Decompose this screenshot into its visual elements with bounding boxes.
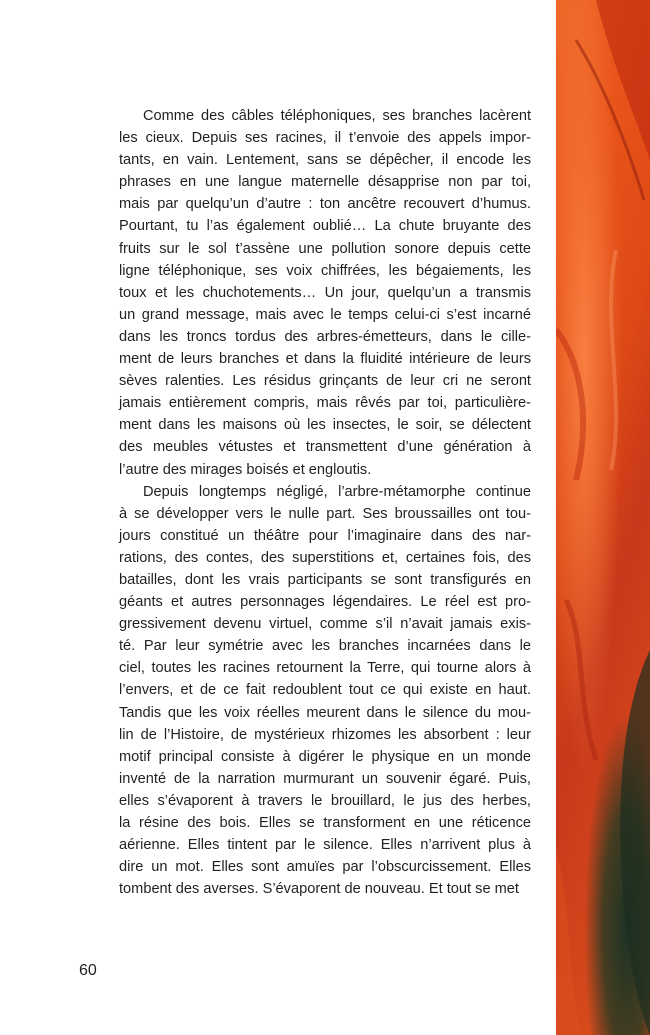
text-line: lin de l’Histoire, de mystérieux rhizomes les absorbent : leur [119,726,531,743]
body-text [119,105,531,900]
text-line: les cieux. Depuis ses racines, il t’envoie des appels impor- [119,130,531,147]
text-line: ment dans les maisons où les insectes, le soir, se délectent [119,417,531,434]
text-line: ciel, toutes les racines retournent la Terre, qui tourne alors à [119,660,531,677]
text-line: l’envers, et de ce fait redoublent tout ce qui existe en haut. [119,682,531,699]
text-line: elles s’évaporent à travers le brouillard, le jus des herbes, [119,792,531,809]
text-line: la résine des bois. Elles se transforment en une réticence [119,815,531,831]
text-line: tombent des averses. S’évaporent de nouveau. Et tout se met [119,881,519,898]
text-line: Comme des câbles téléphoniques, ses branches lacèrent [143,108,531,124]
text-line: rations, des contes, des superstitions et, certaines fois, des [119,549,531,566]
text-line: phrases en une langue maternelle désapprise non par toi, [119,174,531,191]
text-line: batailles, dont les vrais participants se sont transfigurés en [119,571,531,588]
text-line: dire un mot. Elles sont amuïes par l’obscurcissement. Elles [119,859,531,876]
text-line: Pourtant, tu l’as également oublié… La chute bruyante des [119,218,531,235]
abstract-red-foliage-photo-icon [556,0,650,1035]
paragraph-2 [119,481,531,901]
text-line: à se développer vers le nulle part. Ses broussailles ont tou- [119,505,531,522]
text-line: inventé de la narration murmurant un souvenir égaré. Puis, [119,770,531,787]
text-line: motif principal consiste à digérer le physique en un monde [119,748,531,765]
text-line: mais par quelqu’un d’autre : ton ancêtre recouvert d’humus. [119,196,531,213]
text-line: ment de leurs branches et dans la fluidité intérieure de leurs [119,351,531,368]
text-line: l’autre des mirages boisés et engloutis. [119,461,372,478]
text-line: des meubles vétustes et transmettent d’une génération à [119,439,531,456]
text-line: dans les troncs tordus des arbres-émetteurs, dans le cille- [119,328,531,345]
text-line: aérienne. Elles tintent par le silence. Elles n’arrivent plus à [119,837,531,854]
text-line: fruits sur le sol t’assène une pollution sonore depuis cette [119,240,531,257]
text-line: Tandis que les voix réelles meurent dans le silence du mou- [119,704,531,721]
text-line: Depuis longtemps négligé, l’arbre-métamorphe continue [143,483,531,500]
paragraph-1 [119,105,531,481]
text-line: gressivement devenu virtuel, comme s’il n’avait jamais exis- [119,616,531,633]
text-line: ligne téléphonique, ses voix chiffrées, les bégaiements, les [119,262,531,279]
text-line: tants, en vain. Lentement, sans se dépêcher, il encode les [119,152,531,169]
page-number: 60 [79,962,97,979]
text-line: jours constitué un théâtre pour l’imaginaire dans des nar- [119,527,531,544]
text-line: toux et les chuchotements… Un jour, quelqu’un a transmis [119,284,531,301]
side-photo-strip [556,0,650,1035]
text-line: géants et autres personnages légendaires. Le réel est pro- [119,594,531,611]
text-line: té. Par leur symétrie avec les branches incarnées dans le [119,638,531,655]
text-line: sèves ralenties. Les résidus grinçants de leur cri ne seront [119,373,531,390]
text-line: un grand message, mais avec le temps celui-ci s’est incarné [119,306,531,323]
text-line: jamais entièrement compris, mais rêvés par toi, particulière- [119,395,531,412]
